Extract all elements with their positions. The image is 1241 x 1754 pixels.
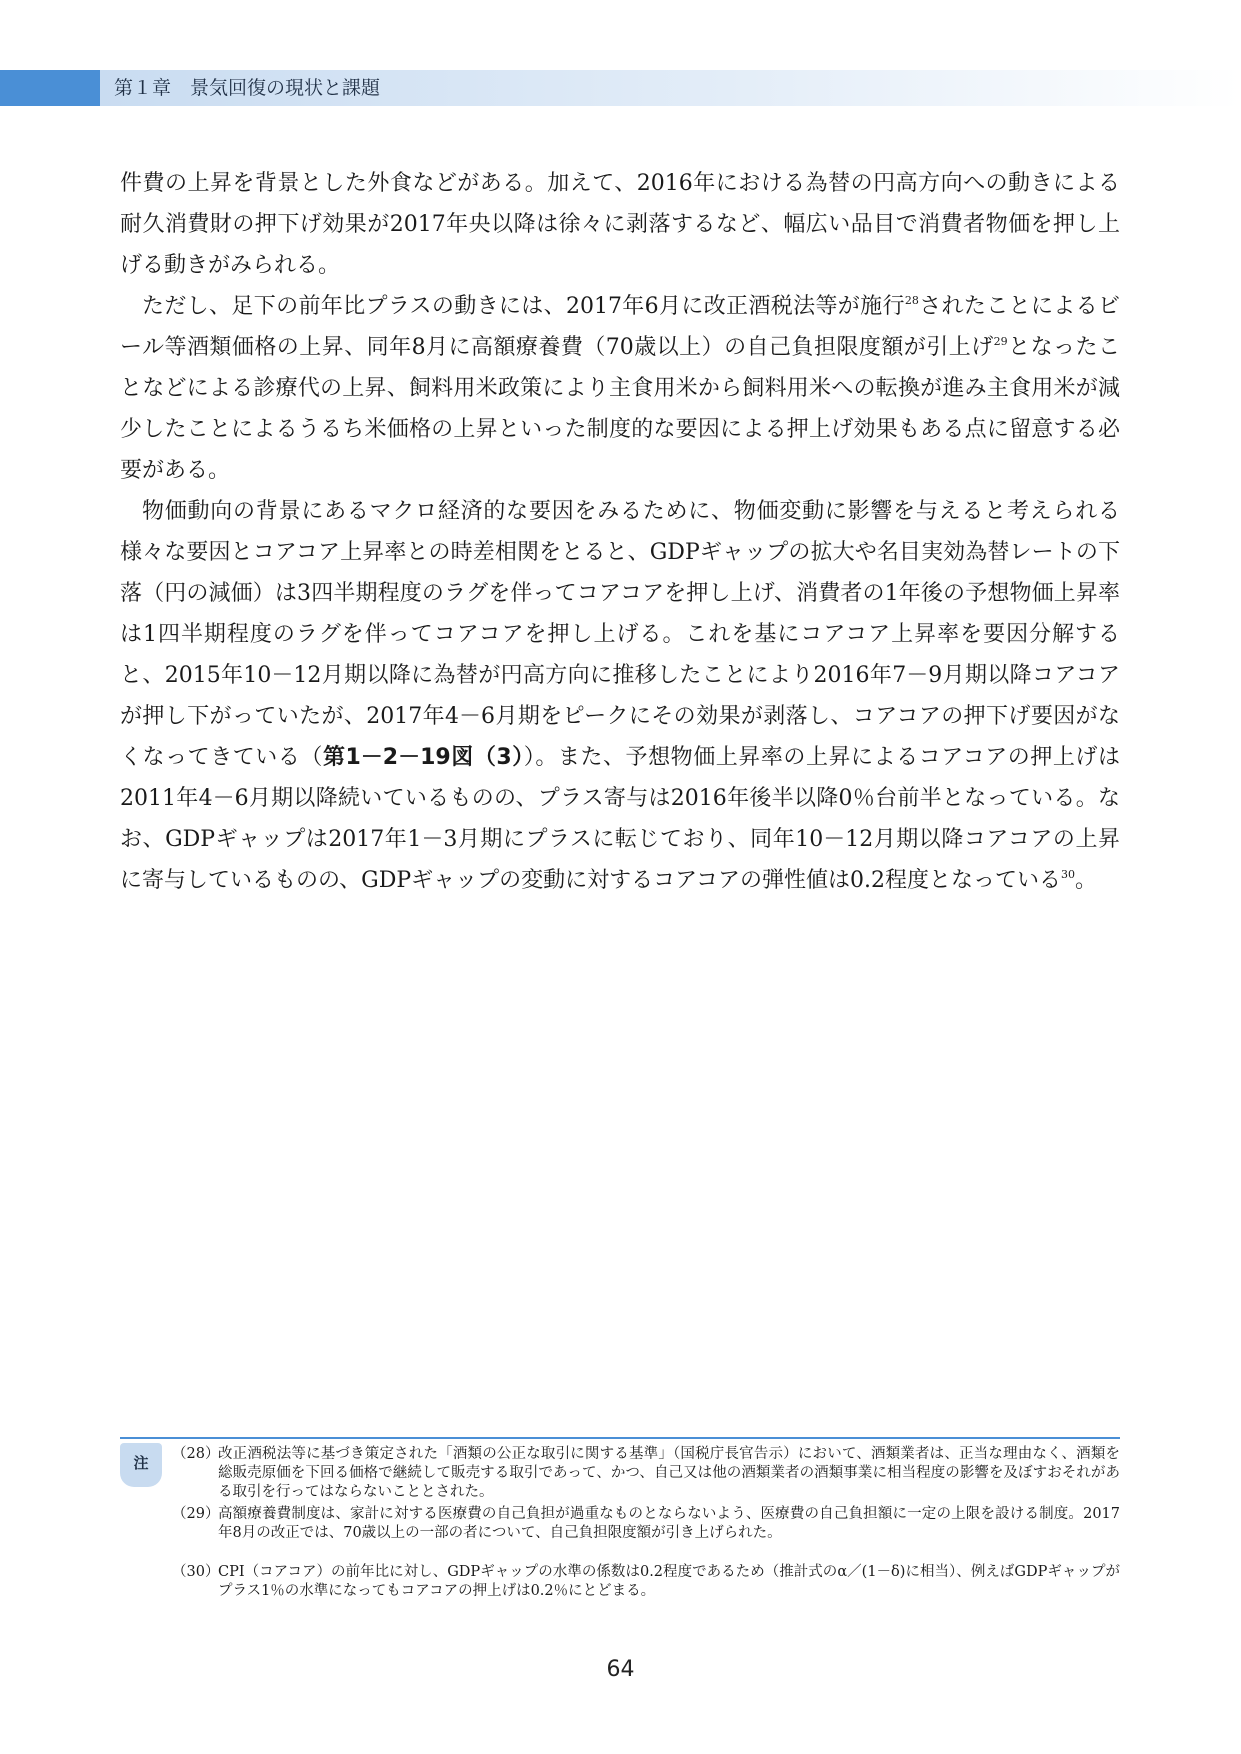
footnote-ref-28[interactable]: 28 [904, 294, 919, 307]
footnote-29 [172, 1505, 1120, 1543]
paragraph-2-text-c: となったことなどによる診療代の上昇、飼料用米政策により主食用米から飼料用米への転換が進み主食用米が減少したことによるうるち米価格の上昇といった制度的な要因による押上げ効果もある点に留意する必要がある。 [120, 335, 1120, 483]
paragraph-1: 件費の上昇を背景とした外食などがある。加えて、2016年における為替の円高方向への動きによる耐久消費財の押下げ効果が2017年央以降は徐々に剥落するなど、幅広い品目で消費者物価を押し上げる動きがみられる。 [120, 171, 1120, 278]
paragraph-2-text-b: されたことによるビール等酒類価格の上昇、同年8月に高額療養費（70歳以上）の自己負担限度額が引上げ [120, 294, 1120, 360]
page-number: 64 [606, 1657, 635, 1682]
paragraph-2 [120, 286, 1120, 491]
footnote-number: （30） [172, 1564, 220, 1580]
header-accent-block [0, 70, 100, 106]
paragraph-3-text-c: 。 [1075, 868, 1098, 893]
paragraph-3-text-b: ）。また、予想物価上昇率の上昇によるコアコアの押上げは2011年4－6月期以降続いているものの、プラス寄与は2016年後半以降0％台前半となっている。なお、GDPギャップは2017年1－3月期にプラスに転じており、同年10－12月期以降コアコアの上昇に寄与しているものの、GDPギャップの変動に対するコアコアの弾性値は0.2程度となっている [120, 745, 1120, 893]
footnote-28 [172, 1445, 1120, 1502]
footnote-text: CPI（コアコア）の前年比に対し、GDPギャップの水準の係数は0.2程度であるため（推計式のα／(1－δ)に相当）、例えばGDPギャップがプラス1％の水準になってもコアコアの押上げは0.2％にとどまる。 [218, 1564, 1120, 1599]
paragraph-3 [120, 491, 1120, 901]
body-text [120, 163, 1120, 901]
footnote-text: 高額療養費制度は、家計に対する医療費の自己負担が過重なものとならないよう、医療費の自己負担額に一定の上限を設ける制度。2017年8月の改正では、70歳以上の一部の者について、自己負担限度額が引き上げられた。 [218, 1506, 1120, 1541]
chapter-title: 第１章 景気回復の現状と課題 [114, 77, 381, 99]
footnote-number: （29） [172, 1506, 220, 1522]
figure-reference[interactable]: 第1－2－19図（3） [322, 745, 524, 770]
paragraph-2-text-a: ただし、足下の前年比プラスの動きには、2017年6月に改正酒税法等が施行 [142, 294, 905, 319]
chapter-header [0, 70, 1241, 106]
footnote-ref-29[interactable]: 29 [993, 335, 1008, 348]
footnote-30 [172, 1563, 1120, 1601]
notes-label-badge: 注 [120, 1443, 162, 1487]
paragraph-3-text-a: 物価動向の背景にあるマクロ経済的な要因をみるために、物価変動に影響を与えると考えられる様々な要因とコアコア上昇率との時差相関をとると、GDPギャップの拡大や名目実効為替レートの下落（円の減価）は3四半期程度のラグを伴ってコアコアを押し上げ、消費者の1年後の予想物価上昇率は1四半期程度のラグを伴ってコアコアを押し上げる。これを基にコアコア上昇率を要因分解すると、2015年10－12月期以降に為替が円高方向に推移したことにより2016年7－9月期以降コアコアが押し下がっていたが、2017年4－6月期をピークにその効果が剥落し、コアコアの押下げ要因がなくなってきている（ [120, 499, 1120, 770]
footnote-ref-30[interactable]: 30 [1061, 868, 1076, 881]
footnote-text: 改正酒税法等に基づき策定された「酒類の公正な取引に関する基準」（国税庁長官告示）において、酒類業者は、正当な理由なく、酒類を総販売原価を下回る価格で継続して販売する取引であって、かつ、自己又は他の酒類業者の酒類事業に相当程度の影響を及ぼすおそれがある取引を行ってはならないこととされた。 [218, 1446, 1120, 1500]
footnotes-divider [120, 1437, 1120, 1439]
footnote-number: （28） [172, 1446, 220, 1462]
